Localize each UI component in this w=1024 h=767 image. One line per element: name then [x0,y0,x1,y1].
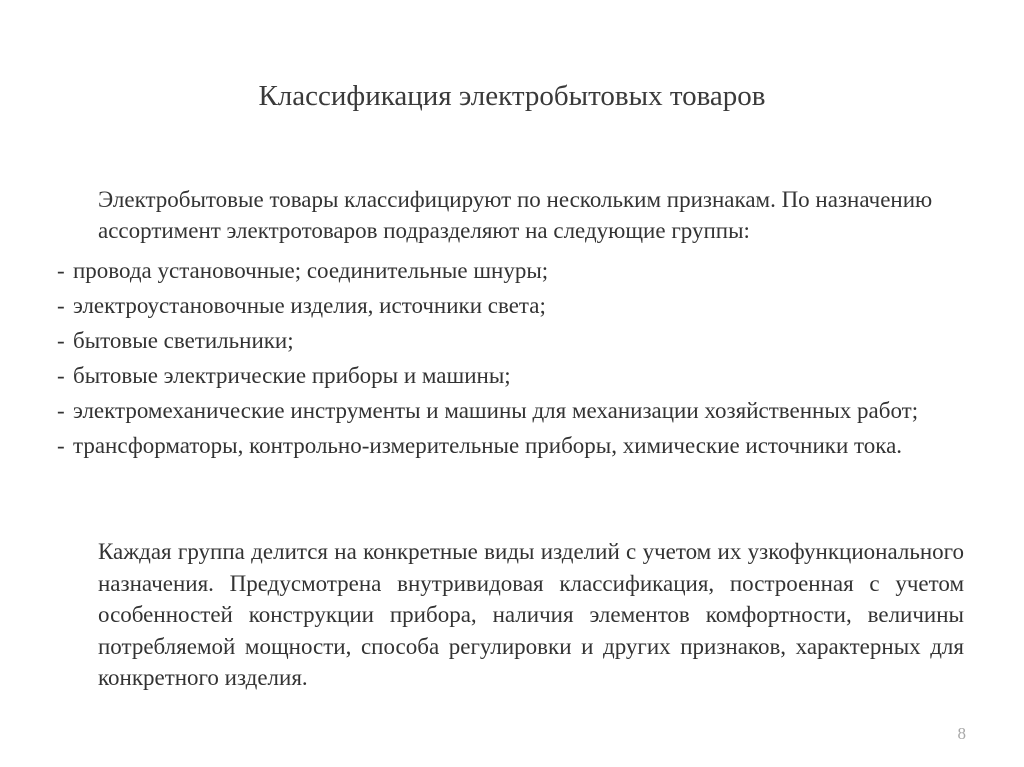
category-list [57,255,977,465]
list-item [57,255,977,286]
list-item [57,430,977,461]
slide-title: Классификация электробытовых товаров [258,80,766,112]
list-item-text: бытовые светильники; [73,328,294,353]
list-item-text: бытовые электрические приборы и машины; [73,363,511,388]
list-item [57,395,977,426]
list-item [57,325,977,356]
list-item [57,360,977,391]
list-item-text: электроустановочные изделия, источники света; [73,293,546,318]
list-item-text: электромеханические инструменты и машины для механизации хозяйственных работ; [73,398,919,423]
list-dash: - [57,433,65,458]
intro-paragraph: Электробытовые товары классифицируют по нескольким признакам. По назначению ассортимент электротоваров подразделяют на следующие группы: [98,187,933,243]
list-item-text: трансформаторы, контрольно-измерительные приборы, химические источники тока. [73,433,903,458]
list-dash: - [57,293,65,318]
list-dash: - [57,258,65,283]
list-dash: - [57,398,65,423]
closing-paragraph: Каждая группа делится на конкретные виды изделий с учетом их узкофункционального назначения. Предусмотрена внутривидовая классификация, построенная с учетом особенностей конструкции прибора, наличия элементов комфортности, величины потребляемой мощности, способа регулировки и других признаков, характерных для конкретного изделия. [98,539,964,690]
list-dash: - [57,363,65,388]
page-number: 8 [957,724,966,743]
list-dash: - [57,328,65,353]
list-item-text: провода установочные; соединительные шнуры; [73,258,549,283]
list-item [57,290,977,321]
